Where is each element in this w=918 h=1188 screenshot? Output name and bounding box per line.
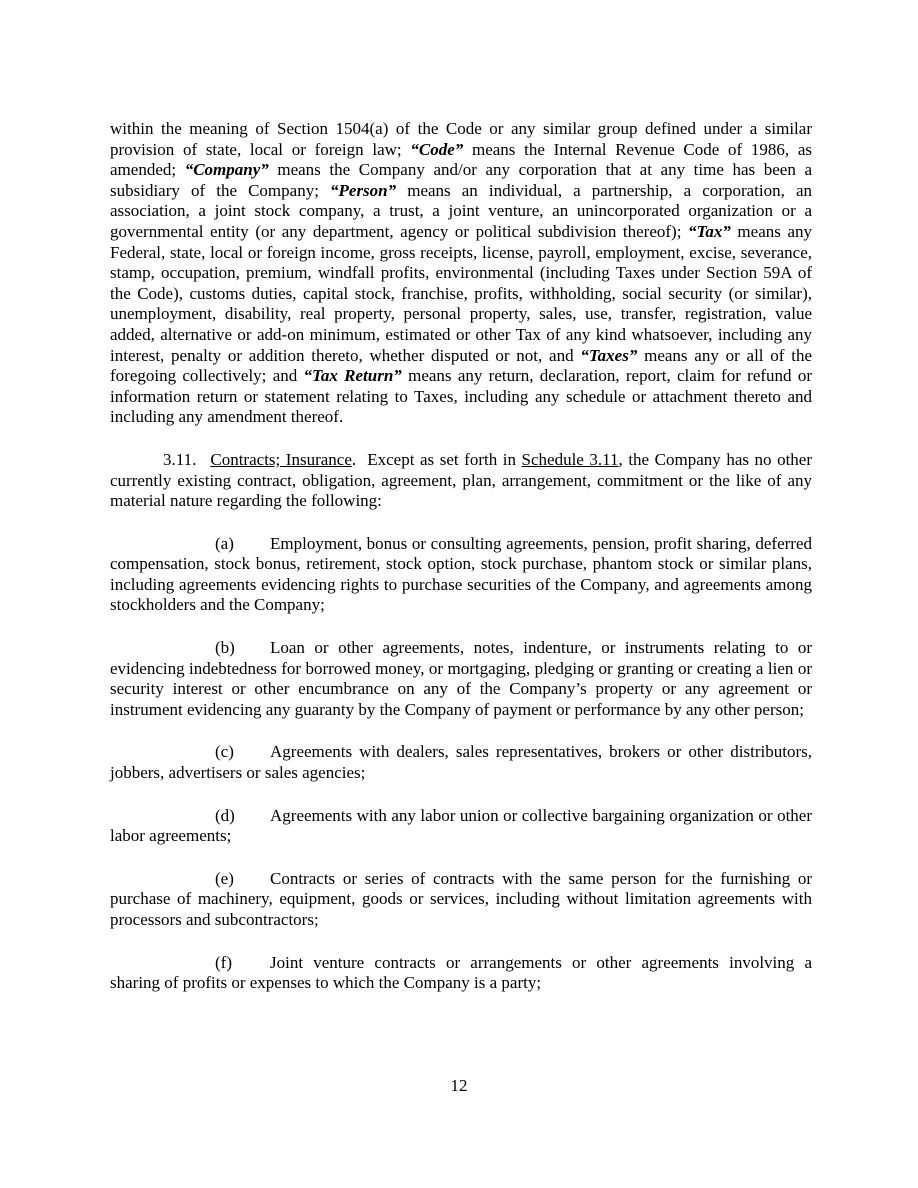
text-run-label: (b) (215, 638, 235, 658)
text-run-label: (e) (215, 868, 234, 888)
text-run: Agreements with any labor union or collective bargaining organization or other labor agreements; (110, 805, 812, 846)
text-run: Employment, bonus or consulting agreements, pension, profit sharing, deferred compensation, stock bonus, retirement, stock option, stock purchase, phantom stock or similar plans, including agreements evidencing rights to purchase securities of the Company, and agreements among stockholders and the Company; (110, 533, 812, 615)
page-content (110, 119, 812, 994)
paragraph-definitions-continuation (110, 119, 812, 428)
text-run: . Except as set forth in (351, 449, 522, 469)
text-run: Contracts or series of contracts with the same person for the furnishing or purchase of machinery, equipment, goods or services, including without limitation agreements with processors and subcontractors; (110, 868, 812, 929)
text-run: means the Company and/or any corporation that at any time has been a subsidiary of the Company; (110, 160, 812, 200)
page-number: 12 (450, 1076, 468, 1095)
subparagraph-e (110, 869, 812, 931)
text-run: means the Internal Revenue Code of 1986, as amended; (110, 139, 812, 180)
text-run: within the meaning of Section 1504(a) of the Code or any similar group defined under a similar provision of state, local or foreign law; (110, 119, 812, 159)
text-run-label: (d) (215, 805, 235, 825)
subparagraph-f (110, 953, 812, 994)
text-run: means any return, declaration, report, claim for refund or information return or statement relating to Taxes, including any schedule or attachment thereto and including any amendment thereof. (110, 366, 812, 427)
text-run-bi: “Taxes” (580, 345, 638, 365)
paragraph-section-3-11-contracts-insurance (110, 450, 812, 512)
text-run-bi: “Tax” (688, 221, 731, 241)
text-run-bi: “Tax Return” (303, 366, 402, 386)
subparagraph-c (110, 742, 812, 783)
text-run: means an individual, a partnership, a corporation, an association, a joint stock company, a trust, a joint venture, an unincorporated organization or a governmental entity (or any department, agency or political subdivision thereof); (110, 180, 812, 241)
text-run-label: (c) (215, 742, 234, 762)
text-run: Joint venture contracts or arrangements or other agreements involving a sharing of profits or expenses to which the Company is a party; (110, 952, 812, 993)
text-run-bi: “Code” (410, 139, 464, 159)
subparagraph-d (110, 806, 812, 847)
text-run: means any or all of the foregoing collectively; and (110, 345, 812, 386)
text-run: Loan or other agreements, notes, indenture, or instruments relating to or evidencing indebtedness for borrowed money, or mortgaging, pledging or granting or creating a lien or security interest or other encumbrance on any of the Company’s property or any agreement or instrument evidencing any guaranty by the Company of payment or performance by any other person; (110, 638, 812, 719)
subparagraph-a (110, 534, 812, 616)
text-run-label: (f) (215, 952, 232, 972)
text-run-secnum: 3.11. (163, 449, 197, 469)
text-run-label: (a) (215, 533, 234, 553)
text-run-bi: “Company” (184, 160, 269, 180)
subparagraph-b (110, 638, 812, 720)
text-run: means any Federal, state, local or foreign income, gross receipts, license, payroll, employment, excise, severance, stamp, occupation, premium, windfall profits, environmental (including Taxes under Section 59A of the Code), customs duties, capital stock, franchise, profits, withholding, social security (or similar), unemployment, disability, real property, personal property, sales, use, transfer, registration, value added, alternative or add-on minimum, estimated or other Tax of any kind whatsoever, including any interest, penalty or addition thereto, whether disputed or not, and (110, 221, 812, 365)
text-run: Agreements with dealers, sales representatives, brokers or other distributors, jobbers, advertisers or sales agencies; (110, 742, 812, 783)
text-run-bi: “Person” (330, 180, 397, 200)
text-run: , the Company has no other currently existing contract, obligation, agreement, plan, arrangement, commitment or the like of any material nature regarding the following: (110, 449, 813, 511)
text-run-u: Schedule 3.11 (521, 449, 619, 469)
text-run-u: Contracts; Insurance (210, 449, 352, 469)
